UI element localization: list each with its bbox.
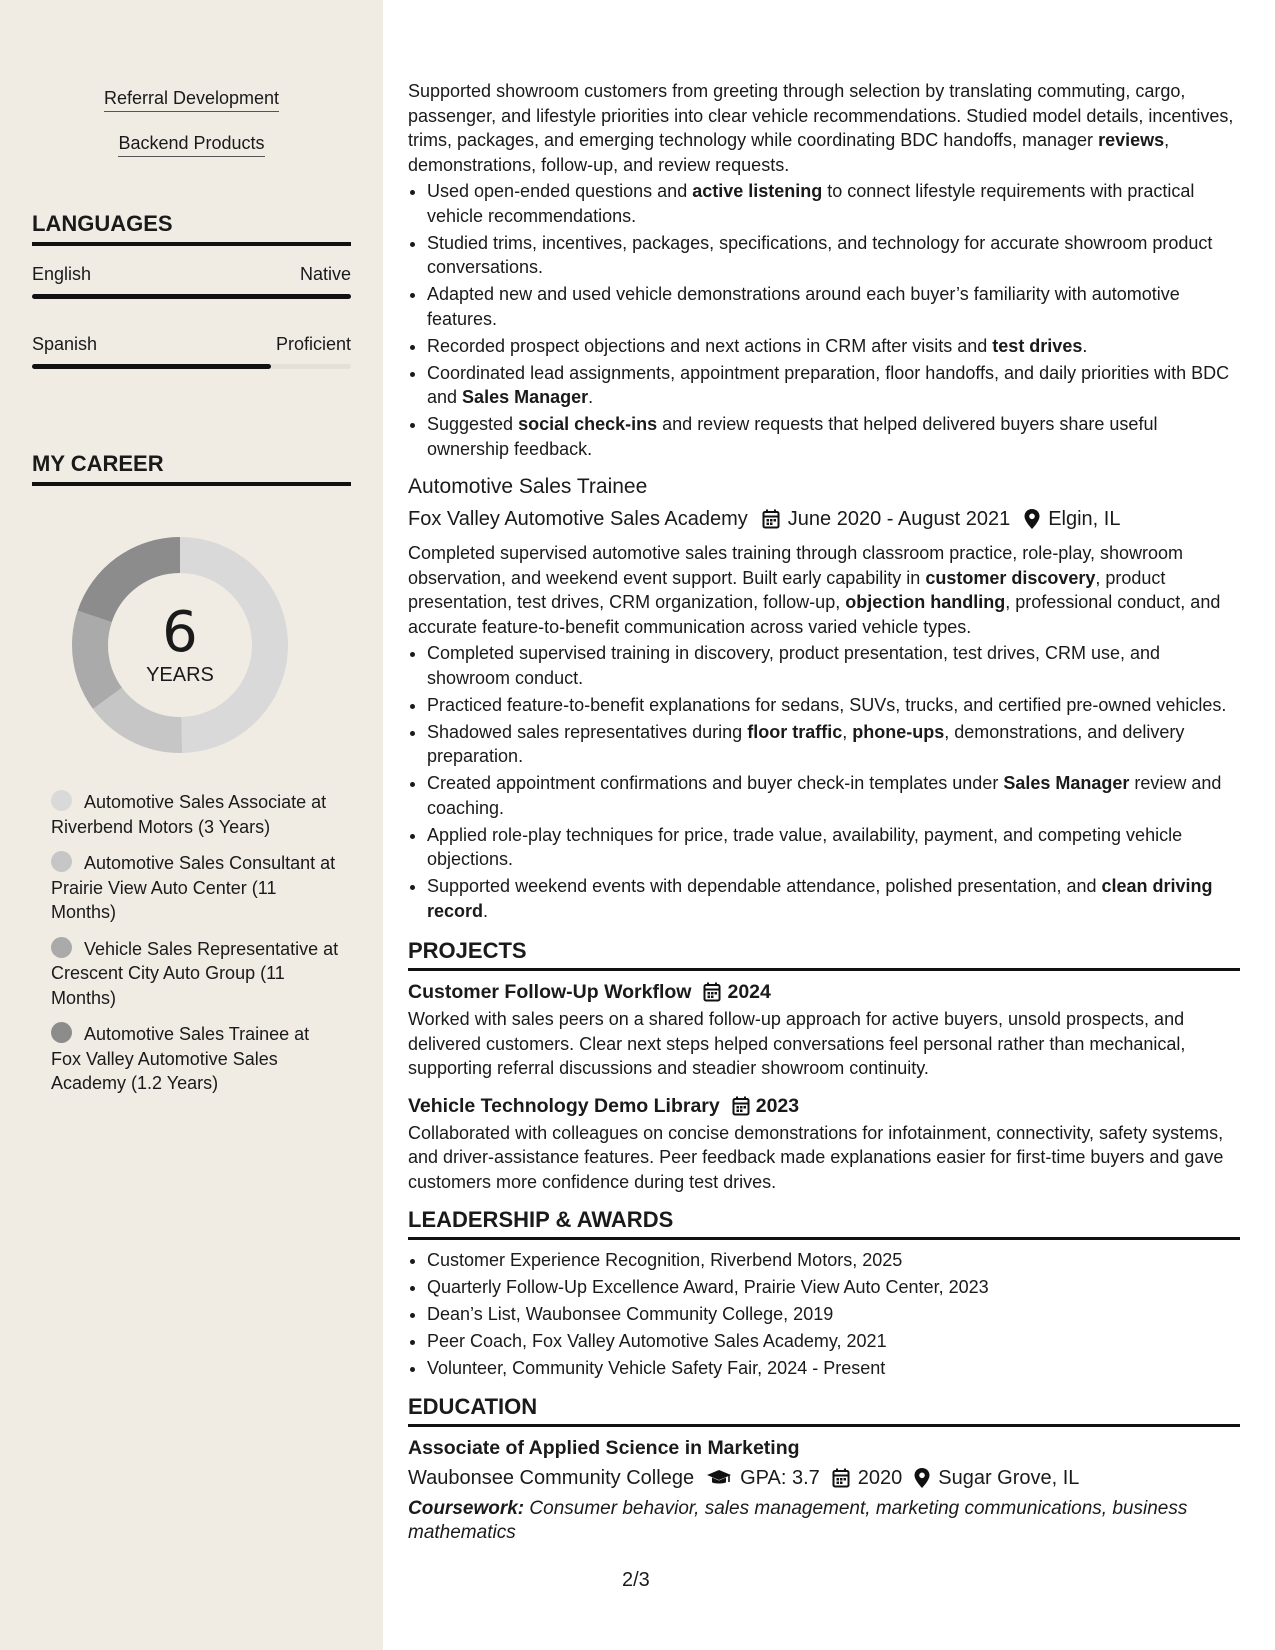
language-bar-track	[32, 364, 351, 369]
text-run: review and coaching.	[427, 773, 1222, 818]
trainee-summary	[408, 541, 1240, 639]
bullet-item	[427, 361, 1240, 410]
awards-list	[408, 1248, 1240, 1381]
bold-text: test drives	[992, 335, 1083, 356]
bullet-item: • Customer Experience Recognition, Riverbend Motors, 2025	[427, 1248, 1240, 1273]
legend-dot-icon	[51, 851, 72, 872]
bullet-item	[427, 412, 1240, 461]
location-pin-icon	[914, 1468, 930, 1488]
text-run: Studied trims, incentives, packages, specifications, and technology for accurate showroom product conversations.	[427, 232, 1213, 277]
bullet-item	[427, 282, 1240, 331]
career-legend-text: Automotive Sales Trainee at Fox Valley Automotive Sales Academy (1.2 Years)	[51, 1024, 310, 1093]
main-content	[408, 0, 1240, 1650]
project-header	[408, 1093, 1240, 1119]
text-run: Shadowed sales representatives during	[427, 721, 748, 742]
previous-job-bullets	[408, 179, 1240, 461]
bullet-item	[427, 334, 1240, 359]
text-run: Supported weekend events with dependable attendance, polished presentation, and	[427, 876, 1102, 896]
project-year: 2023	[755, 1094, 800, 1117]
career-section	[32, 450, 351, 486]
language-bar-fill	[32, 364, 271, 369]
text-run: .	[483, 900, 489, 921]
bold-text: active listening	[692, 181, 823, 201]
career-legend-text: Vehicle Sales Representative at Crescent City Auto Group (11 Months)	[51, 938, 339, 1008]
projects-title: PROJECTS	[408, 937, 1240, 971]
career-total-number: 6	[162, 600, 198, 665]
skill-links	[0, 86, 383, 176]
bold-text: floor traffic	[747, 721, 843, 742]
location-pin-icon	[1024, 509, 1040, 529]
bold-text: social check-ins	[518, 414, 658, 434]
text-run: Recorded prospect objections and next actions in CRM after visits and	[427, 335, 993, 356]
job-dates: June 2020 - August 2021	[787, 508, 1011, 530]
bullet-item	[427, 720, 1240, 769]
page-number: 2/3	[622, 1569, 650, 1591]
previous-job-summary	[408, 79, 1240, 177]
languages-title: LANGUAGES	[32, 210, 351, 246]
text-run: Practiced feature-to-benefit explanations for sedans, SUVs, trucks, and certified pre-owned vehicles.	[427, 694, 1227, 715]
text-run: Adapted new and used vehicle demonstrations around each buyer’s familiarity with automotive features.	[427, 284, 1180, 329]
calendar-icon	[832, 1468, 850, 1488]
legend-dot-icon	[51, 937, 72, 958]
skill-link[interactable]: Backend Products	[118, 131, 264, 157]
job-meta	[408, 506, 1240, 532]
bullet-item: • Volunteer, Community Vehicle Safety Fair, 2024 - Present	[427, 1356, 1240, 1381]
bold-text: objection handling	[845, 592, 1006, 612]
languages-section	[32, 210, 351, 386]
education-gpa: GPA: 3.7	[740, 1466, 820, 1489]
bullet-item	[427, 641, 1240, 690]
bullet-item	[427, 231, 1240, 280]
career-legend-item	[51, 790, 341, 839]
language-bar-fill	[32, 294, 351, 299]
education-location: Sugar Grove, IL	[938, 1466, 1080, 1489]
career-total-unit: YEARS	[146, 664, 214, 686]
career-legend-item	[51, 937, 341, 1011]
text-run: Created appointment confirmations and buyer check-in templates under	[427, 773, 1004, 793]
awards-title: LEADERSHIP & AWARDS	[408, 1206, 1240, 1240]
bold-text: Sales Manager	[462, 387, 589, 407]
calendar-icon	[762, 509, 780, 529]
text-run: , product presentation, test drives, CRM organization, follow-up,	[408, 567, 1166, 612]
text-run: Coordinated lead assignments, appointment preparation, floor handoffs, and daily priorities with BDC and	[427, 362, 1230, 407]
project-item	[408, 1093, 1240, 1195]
career-donut-chart	[64, 529, 296, 761]
bullet-item	[427, 693, 1240, 718]
language-name: English	[32, 264, 92, 284]
language-bar-track	[32, 294, 351, 299]
calendar-icon	[732, 1096, 750, 1116]
career-title: MY CAREER	[32, 450, 351, 486]
legend-dot-icon	[51, 790, 72, 811]
bullet-item: • Peer Coach, Fox Valley Automotive Sales Academy, 2021	[427, 1329, 1240, 1354]
education-year: 2020	[857, 1466, 903, 1489]
education-meta	[408, 1465, 1240, 1491]
project-name: Customer Follow-Up Workflow	[408, 981, 692, 1003]
language-row	[32, 246, 351, 316]
bold-text: reviews	[1098, 130, 1165, 150]
text-run: , demonstrations, follow-up, and review requests.	[408, 130, 1170, 175]
bold-text: phone-ups	[852, 721, 945, 742]
text-run: Completed supervised training in discovery, product presentation, test drives, CRM use, and showroom conduct.	[427, 643, 1161, 688]
project-item	[408, 979, 1240, 1081]
bullet-item	[427, 179, 1240, 228]
language-name: Spanish	[32, 334, 98, 354]
job-title: Automotive Sales Trainee	[408, 475, 648, 498]
project-description: Worked with sales peers on a shared follow-up approach for active buyers, unsold prospects, and delivered customers. Clear next steps helped conversations feel personal rather than mechanical, supporting referral discussions and steadier showroom continuity.	[408, 1009, 1186, 1078]
bullet-item	[427, 771, 1240, 820]
project-name: Vehicle Technology Demo Library	[408, 1094, 720, 1117]
text-run: Supported showroom customers from greeting through selection by translating commuting, cargo, passenger, and lifestyle priorities into clear vehicle recommendations. Studied model details, incentives, trims, packages, and emerging technology while coordinating BDC handoffs, manager	[408, 81, 1234, 150]
project-description: Collaborated with colleagues on concise demonstrations for infotainment, connectivity, safety systems, and driver-assistance features. Peer feedback made explanations easier for first-time buyers and gave customers more confidence during test drives.	[408, 1122, 1224, 1192]
coursework-label: Coursework:	[408, 1497, 525, 1519]
project-year: 2024	[727, 981, 771, 1003]
job-company: Fox Valley Automotive Sales Academy	[408, 508, 748, 530]
language-level: Native	[299, 264, 351, 284]
language-row	[32, 316, 351, 386]
text-run: Used open-ended questions and	[427, 181, 693, 201]
projects-list	[408, 979, 1240, 1194]
career-legend-item	[51, 1022, 341, 1096]
legend-dot-icon	[51, 1022, 72, 1043]
education-degree: Associate of Applied Science in Marketing	[408, 1436, 800, 1459]
bold-text: customer discovery	[925, 567, 1096, 588]
education-school: Waubonsee Community College	[408, 1466, 695, 1489]
text-run: Suggested	[427, 414, 519, 434]
coursework	[408, 1497, 1240, 1546]
career-legend	[51, 790, 341, 1108]
text-run: , professional conduct, and accurate feature-to-benefit communication across varied vehicle types.	[408, 592, 1221, 637]
bullet-item	[427, 823, 1240, 872]
text-run: and review requests that helped delivered buyers share useful ownership feedback.	[427, 414, 1158, 459]
calendar-icon	[703, 982, 721, 1002]
bullet-item: • Dean’s List, Waubonsee Community College, 2019	[427, 1302, 1240, 1327]
text-run: Completed supervised automotive sales training through classroom practice, role-play, showroom observation, and weekend event support. Built early capability in	[408, 543, 1184, 588]
career-legend-text: Automotive Sales Associate at Riverbend Motors (3 Years)	[51, 792, 327, 837]
bold-text: clean driving record	[427, 876, 1213, 921]
project-header	[408, 979, 1240, 1005]
text-run: ,	[842, 721, 853, 742]
bold-text: Sales Manager	[1003, 773, 1130, 793]
career-legend-text: Automotive Sales Consultant at Prairie View Auto Center (11 Months)	[51, 853, 336, 922]
text-run: to connect lifestyle requirements with practical vehicle recommendations.	[427, 181, 1195, 226]
education-title: EDUCATION	[408, 1393, 1240, 1427]
bullet-item: • Quarterly Follow-Up Excellence Award, Prairie View Auto Center, 2023	[427, 1275, 1240, 1300]
graduation-cap-icon	[706, 1469, 732, 1487]
sidebar	[0, 0, 383, 1650]
bullet-item	[427, 874, 1240, 923]
trainee-bullets	[408, 641, 1240, 923]
text-run: .	[588, 387, 594, 407]
career-legend-item	[51, 851, 341, 925]
job-location: Elgin, IL	[1048, 508, 1121, 530]
text-run: , demonstrations, and delivery preparation.	[427, 721, 1185, 766]
coursework-text: Consumer behavior, sales management, marketing communications, business mathematics	[408, 1497, 1188, 1543]
skill-link[interactable]: Referral Development	[104, 86, 279, 112]
text-run: Applied role-play techniques for price, trade value, availability, payment, and competing vehicle objections.	[427, 824, 1183, 869]
language-level: Proficient	[275, 334, 351, 354]
text-run: .	[1082, 335, 1088, 356]
